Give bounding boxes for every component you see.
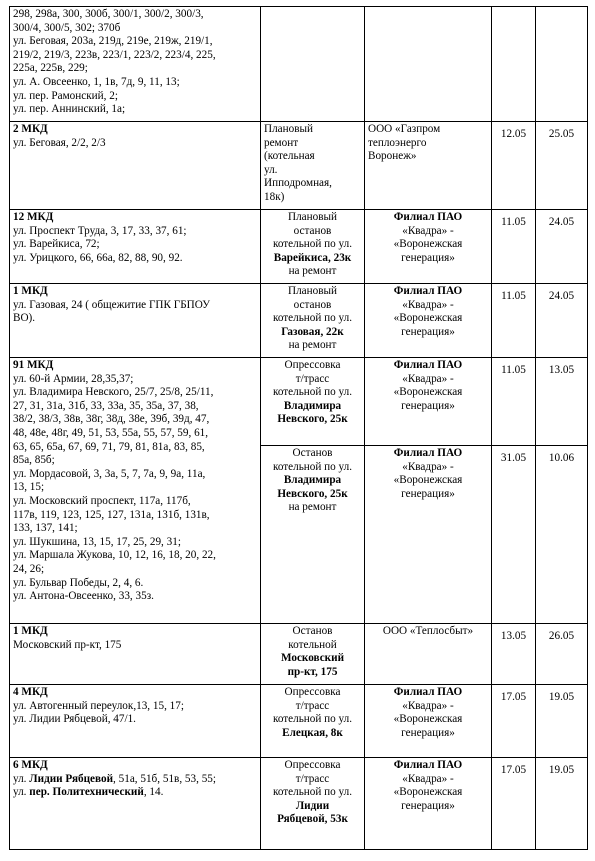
org-cell: Филиал ПАО «Квадра» - «Воронежская генерация» <box>365 358 492 446</box>
work-cell: Плановый останов котельной по ул. Варейкиса, 23к на ремонт <box>261 210 365 284</box>
addresses-cell: 91 МКД ул. 60-й Армии, 28,35,37; ул. Владимира Невского, 25/7, 25/8, 25/11, 27, 31, 31а, 31б, 33, 33а, 35, 35а, 37, 38, 38/2, 38/3, 38в, 38г, 38д, 38е, 39б, 39д, 47, 48, 48е, 48г, 49, 51, 53, 55а, 55, 57, 59, 61, 63, 65, 65а, 67, 69, 71, 79, 81, 81а, 83, 85, 85а, 85б; ул. Мордасовой, 3, 3а, 5, 7, 7а, 9, 9а, 11а, 13, 15; ул. Московский проспект, 117а, 117б, 117в, 119, 123, 125, 127, 131а, 131б, 131в, 133, 137, 141; ул. Шукшина, 13, 15, 17, 25, 29, 31; ул. Маршала Жукова, 10, 12, 16, 18, 20, 22, 24, 26; ул. Бульвар Победы, 2, 4, 6. ул. Антона-Овсеенко, 33, 35з. <box>10 358 261 624</box>
table-row <box>10 7 588 122</box>
table-row <box>10 210 588 284</box>
work-cell: Плановый останов котельной по ул. Газовая, 22к на ремонт <box>261 284 365 358</box>
addresses-cell: 4 МКД ул. Автогенный переулок,13, 15, 17; ул. Лидии Рябцевой, 47/1. <box>10 685 261 758</box>
end-date-cell: 26.05 <box>536 624 588 685</box>
work-cell: Останов котельной по ул. Владимира Невского, 25к на ремонт <box>261 446 365 624</box>
table-row <box>10 685 588 758</box>
building-count: 6 МКД <box>13 759 48 771</box>
work-cell: Останов котельной Московский пр-кт, 175 <box>261 624 365 685</box>
addresses-cell: 298, 298а, 300, 300б, 300/1, 300/2, 300/3, 300/4, 300/5, 302; 370б ул. Беговая, 203а, 219д, 219е, 219ж, 219/1, 219/2, 219/3, 223в, 223/1, 223/2, 223/4, 225, 225а, 225в, 229; ул. А. Овсеенко, 1, 1в, 7д, 9, 11, 13; ул. пер. Рамонский, 2; ул. пер. Аннинский, 1а; <box>10 7 261 122</box>
start-date-cell: 13.05 <box>492 624 536 685</box>
start-date-cell: 11.05 <box>492 284 536 358</box>
org-cell: Филиал ПАО «Квадра» - «Воронежская генерация» <box>365 210 492 284</box>
end-date-cell: 19.05 <box>536 758 588 850</box>
table-row <box>10 284 588 358</box>
org-cell: Филиал ПАО «Квадра» - «Воронежская генерация» <box>365 685 492 758</box>
end-date-cell: 24.05 <box>536 210 588 284</box>
work-cell: Опрессовка т/трасс котельной по ул. Лидии Рябцевой, 53к <box>261 758 365 850</box>
building-count: 91 МКД <box>13 359 54 371</box>
work-cell: Опрессовка т/трасс котельной по ул. Елецкая, 8к <box>261 685 365 758</box>
end-date-cell: 19.05 <box>536 685 588 758</box>
start-date-cell: 31.05 <box>492 446 536 624</box>
org-cell <box>365 7 492 122</box>
start-date-cell <box>492 7 536 122</box>
table-row <box>10 758 588 850</box>
table-row <box>10 358 588 446</box>
building-count: 1 МКД <box>13 625 48 637</box>
addresses-cell: 6 МКД ул. Лидии Рябцевой, 51а, 51б, 51в, 53, 55; ул. пер. Политехнический, 14. <box>10 758 261 850</box>
addresses-cell: 2 МКД ул. Беговая, 2/2, 2/3 <box>10 122 261 210</box>
end-date-cell <box>536 7 588 122</box>
table-row <box>10 122 588 210</box>
addresses-cell: 1 МКД ул. Газовая, 24 ( общежитие ГПК ГБПОУ ВО). <box>10 284 261 358</box>
org-cell: ООО «Теплосбыт» <box>365 624 492 685</box>
org-cell: Филиал ПАО «Квадра» - «Воронежская генерация» <box>365 446 492 624</box>
work-cell: Плановый ремонт (котельная ул. Ипподромная, 18к) <box>261 122 365 210</box>
building-count: 12 МКД <box>13 211 54 223</box>
org-cell: Филиал ПАО «Квадра» - «Воронежская генерация» <box>365 758 492 850</box>
start-date-cell: 12.05 <box>492 122 536 210</box>
start-date-cell: 11.05 <box>492 210 536 284</box>
building-count: 1 МКД <box>13 285 48 297</box>
end-date-cell: 10.06 <box>536 446 588 624</box>
org-cell: Филиал ПАО «Квадра» - «Воронежская генерация» <box>365 284 492 358</box>
addresses-cell: 1 МКД Московский пр-кт, 175 <box>10 624 261 685</box>
start-date-cell: 17.05 <box>492 758 536 850</box>
building-count: 4 МКД <box>13 686 48 698</box>
start-date-cell: 11.05 <box>492 358 536 446</box>
end-date-cell: 24.05 <box>536 284 588 358</box>
org-cell: ООО «Газпром теплоэнерго Воронеж» <box>365 122 492 210</box>
addresses-cell: 12 МКД ул. Проспект Труда, 3, 17, 33, 37, 61; ул. Варейкиса, 72; ул. Урицкого, 66, 66а, 82, 88, 90, 92. <box>10 210 261 284</box>
work-cell <box>261 7 365 122</box>
outage-table <box>9 6 588 850</box>
table-row <box>10 624 588 685</box>
start-date-cell: 17.05 <box>492 685 536 758</box>
work-cell: Опрессовка т/трасс котельной по ул. Владимира Невского, 25к <box>261 358 365 446</box>
building-count: 2 МКД <box>13 123 48 135</box>
end-date-cell: 13.05 <box>536 358 588 446</box>
end-date-cell: 25.05 <box>536 122 588 210</box>
